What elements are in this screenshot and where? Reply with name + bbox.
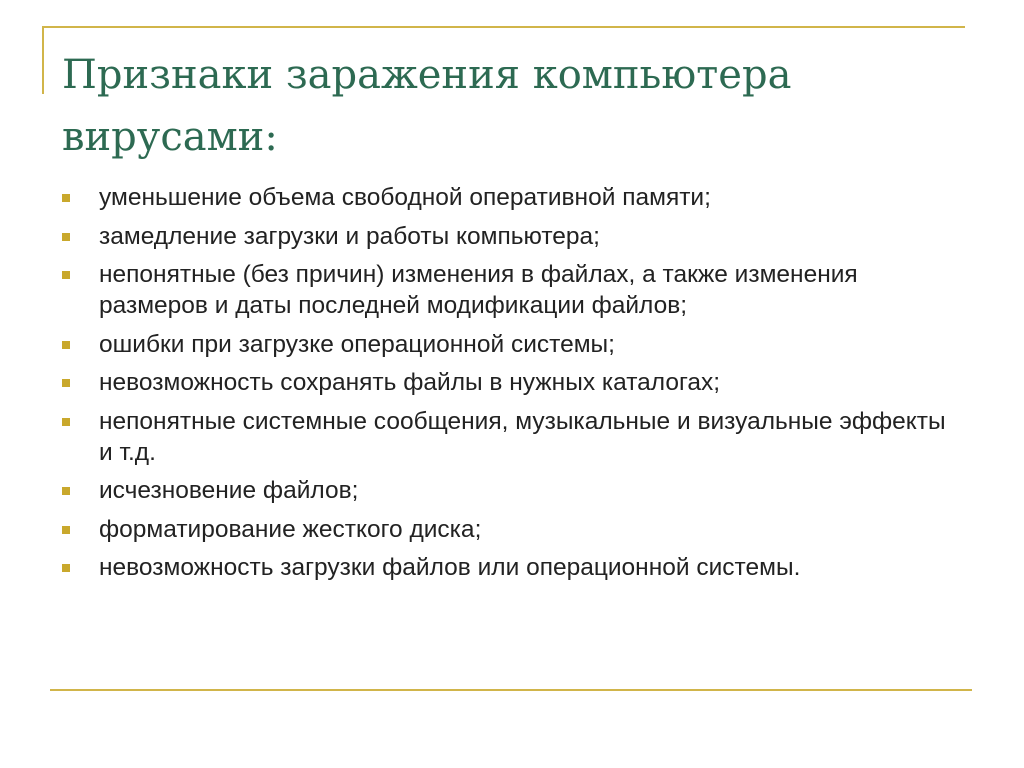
frame-left-rule [42, 26, 44, 94]
list-item [62, 259, 962, 321]
square-bullet-icon [62, 233, 70, 241]
list-item-text: замедление загрузки и работы компьютера; [99, 222, 600, 250]
list-item [62, 329, 962, 360]
frame-bottom-rule [50, 689, 972, 691]
list-item [62, 475, 962, 506]
square-bullet-icon [62, 379, 70, 387]
list-item [62, 182, 962, 213]
square-bullet-icon [62, 341, 70, 349]
list-item [62, 406, 962, 468]
list-item-text: уменьшение объема свободной оперативной памяти; [99, 184, 711, 211]
slide-title: Признаки заражения компьютера вирусами: [62, 52, 792, 160]
square-bullet-icon [62, 271, 70, 279]
list-item-text: форматирование жесткого диска; [99, 515, 482, 543]
square-bullet-icon [62, 564, 70, 572]
list-item-text: невозможность загрузки файлов или операционной системы. [99, 554, 801, 581]
list-item-text: непонятные системные сообщения, музыкальные и визуальные эффекты и т.д. [99, 407, 946, 466]
list-item [62, 514, 962, 545]
bullet-list [62, 182, 962, 591]
list-item-text: ошибки при загрузке операционной системы; [99, 330, 615, 358]
square-bullet-icon [62, 418, 70, 426]
list-item-text: исчезновение файлов; [99, 477, 359, 504]
list-item-text: невозможность сохранять файлы в нужных каталогах; [99, 369, 721, 396]
square-bullet-icon [62, 194, 70, 202]
list-item [62, 552, 962, 583]
square-bullet-icon [62, 487, 70, 495]
frame-top-rule [42, 26, 965, 28]
list-item-text: непонятные (без причин) изменения в файлах, а также изменения размеров и даты последней модификации файлов; [99, 261, 858, 319]
square-bullet-icon [62, 526, 70, 534]
list-item [62, 221, 962, 252]
list-item [62, 367, 962, 398]
